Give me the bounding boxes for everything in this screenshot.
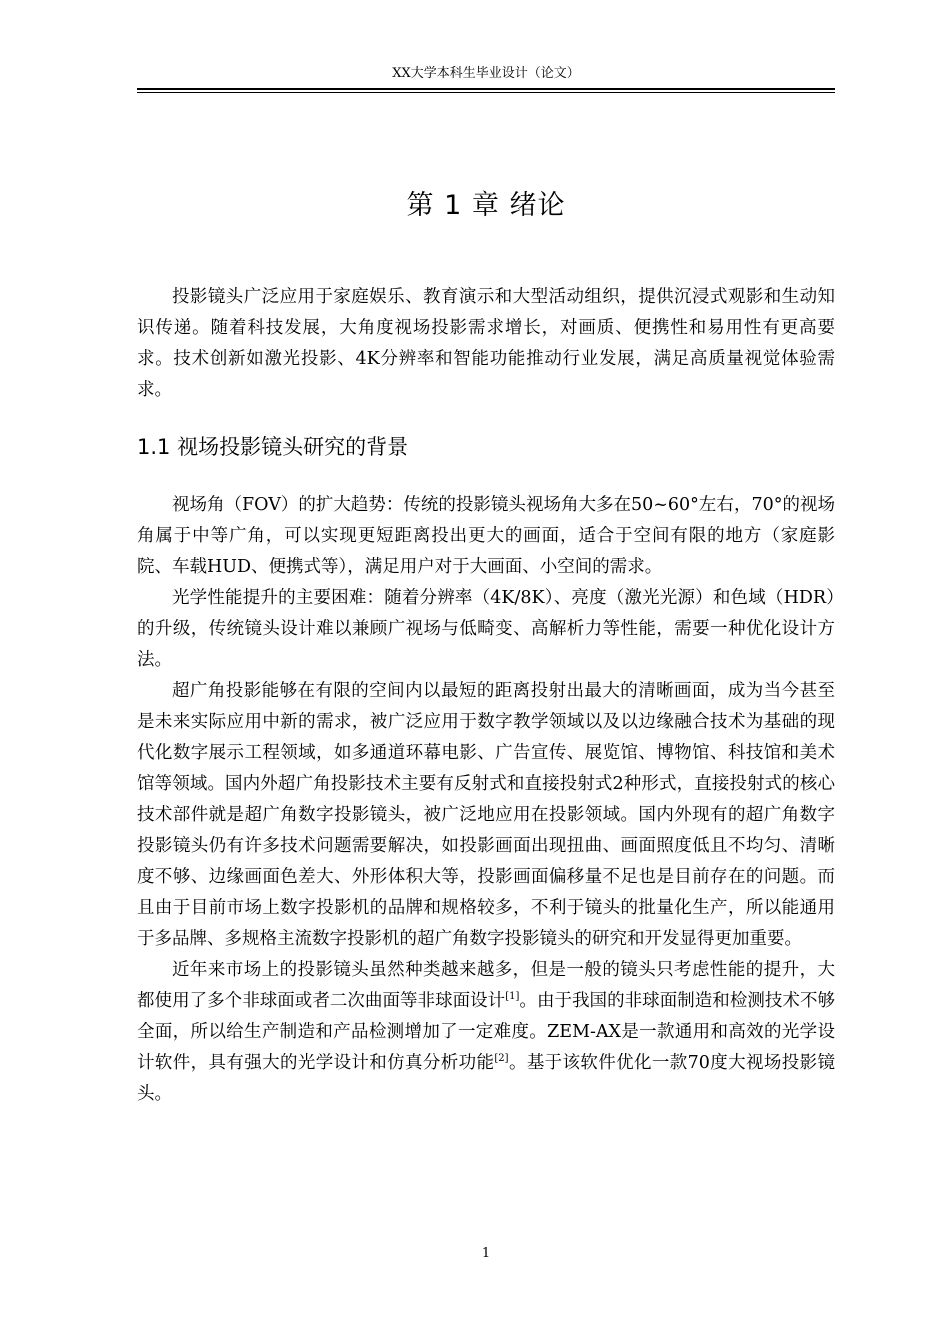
paragraph-market-part3: 。基于该软件优化一款70度大视场投影镜头。: [137, 1053, 835, 1104]
page-number: 1: [481, 1246, 491, 1261]
citation-1: [1]: [505, 991, 520, 1003]
paragraph-fov: 视场角（FOV）的扩大趋势：传统的投影镜头视场角大多在50~60°左右，70°的视场角属于中等广角，可以实现更短距离投出更大的画面，适合于空间有限的地方（家庭影院、车载HUD、便携式等），满足用户对于大画面、小空间的需求。: [137, 495, 835, 577]
chapter-intro: [137, 282, 835, 406]
paragraph-ultra-wide: 超广角投影能够在有限的空间内以最短的距离投射出最大的清晰画面，成为当今甚至是未来实际应用中新的需求，被广泛应用于数字教学领域以及以边缘融合技术为基础的现代化数字展示工程领域，如多通道环幕电影、广告宣传、展览馆、博物馆、科技馆和美术馆等领域。国内外超广角投影技术主要有反射式和直接投射式2种形式，直接投射式的核心技术部件就是超广角数字投影镜头，被广泛地应用在投影领域。国内外现有的超广角数字投影镜头仍有许多技术问题需要解决，如投影画面出现扭曲、画面照度低且不均匀、清晰度不够、边缘画面色差大、外形体积大等，投影画面偏移量不足也是目前存在的问题。而且由于目前市场上数字投影机的品牌和规格较多，不利于镜头的批量化生产，所以能通用于多品牌、多规格主流数字投影机的超广角数字投影镜头的研究和开发显得更加重要。: [137, 681, 835, 949]
header-rule-thick: [137, 88, 835, 90]
paragraph-market-part1: 近年来市场上的投影镜头虽然种类越来越多，但是一般的镜头只考虑性能的提升，大都使用了多个非球面或者二次曲面等非球面设计: [137, 960, 835, 1011]
intro-paragraph: 投影镜头广泛应用于家庭娱乐、教育演示和大型活动组织，提供沉浸式观影和生动知识传递。随着科技发展，大角度视场投影需求增长，对画质、便携性和易用性有更高要求。技术创新如激光投影、4K分辨率和智能功能推动行业发展，满足高质量视觉体验需求。: [137, 287, 835, 400]
running-header: XX大学本科生毕业设计（论文）: [392, 66, 580, 81]
section-title: 1.1 视场投影镜头研究的背景: [137, 435, 409, 459]
citation-2: [2]: [494, 1053, 509, 1065]
paragraph-market-part2: 。由于我国的非球面制造和检测技术不够全面，所以给生产制造和产品检测增加了一定难度。ZEM-AX是一款通用和高效的光学设计软件，具有强大的光学设计和仿真分析功能: [137, 991, 836, 1073]
paragraph-difficulty: 光学性能提升的主要困难：随着分辨率（4K/8K）、亮度（激光光源）和色域（HDR）的升级，传统镜头设计难以兼顾广视场与低畸变、高解析力等性能，需要一种优化设计方法。: [137, 588, 835, 670]
section-body: [137, 490, 835, 1110]
paragraph-market: [137, 955, 835, 1110]
chapter-title: 第 1 章 绪论: [406, 190, 566, 221]
header-rule-thin: [137, 92, 835, 93]
